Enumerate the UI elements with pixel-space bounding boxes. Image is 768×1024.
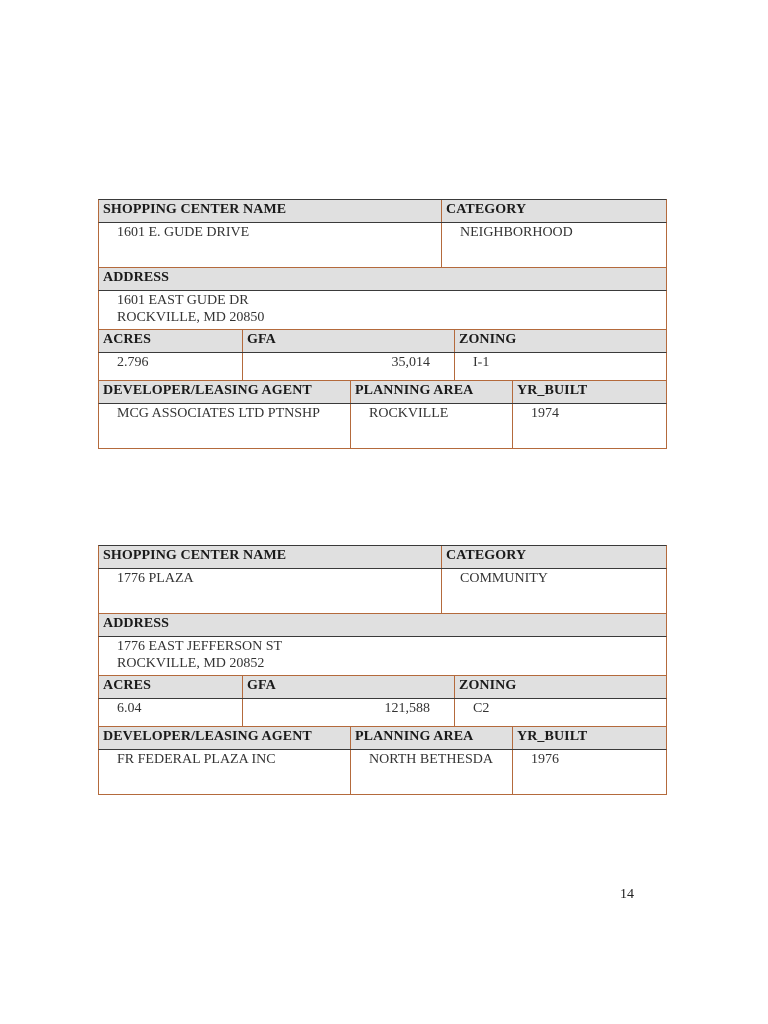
- gfa-value: 121,588: [242, 699, 454, 726]
- acres-label: ACRES: [99, 330, 242, 352]
- header-row-acres-gfa-zoning: [98, 330, 667, 353]
- header-row-address: [98, 268, 667, 291]
- value-row-name-category: [98, 223, 667, 268]
- value-row-address: [98, 291, 667, 330]
- value-row-acres-gfa-zoning: [98, 699, 667, 727]
- address-value: [99, 291, 666, 329]
- category-value: COMMUNITY: [441, 569, 666, 613]
- address-line-2: ROCKVILLE, MD 20852: [117, 656, 265, 671]
- value-row-developer: [98, 750, 667, 795]
- page-number: 14: [620, 887, 634, 902]
- planning-area-label: PLANNING AREA: [350, 381, 512, 403]
- planning-area-label: PLANNING AREA: [350, 727, 512, 749]
- address-label: ADDRESS: [99, 268, 666, 290]
- gfa-label: GFA: [242, 676, 454, 698]
- acres-label: ACRES: [99, 676, 242, 698]
- yr-built-label: YR_BUILT: [512, 727, 666, 749]
- value-row-developer: [98, 404, 667, 449]
- planning-area-value: NORTH BETHESDA: [350, 750, 512, 794]
- gfa-label: GFA: [242, 330, 454, 352]
- category-value: NEIGHBORHOOD: [441, 223, 666, 267]
- name-value: 1776 PLAZA: [117, 571, 194, 586]
- gfa-value: 35,014: [242, 353, 454, 380]
- shopping-center-record: [98, 199, 667, 449]
- header-row-developer: [98, 381, 667, 404]
- category-label: CATEGORY: [441, 546, 666, 568]
- name-value: 1601 E. GUDE DRIVE: [117, 225, 250, 240]
- address-line-1: 1776 EAST JEFFERSON ST: [117, 639, 283, 654]
- zoning-value: C2: [454, 699, 666, 726]
- developer-value: MCG ASSOCIATES LTD PTNSHP: [117, 406, 320, 421]
- header-row-name-category: [98, 199, 667, 223]
- zoning-value: I-1: [454, 353, 666, 380]
- value-row-acres-gfa-zoning: [98, 353, 667, 381]
- acres-value: 6.04: [117, 701, 142, 716]
- address-line-2: ROCKVILLE, MD 20850: [117, 310, 265, 325]
- header-row-developer: [98, 727, 667, 750]
- developer-value: FR FEDERAL PLAZA INC: [117, 752, 276, 767]
- yr-built-label: YR_BUILT: [512, 381, 666, 403]
- address-value: [99, 637, 666, 675]
- header-row-name-category: [98, 545, 667, 569]
- developer-label: DEVELOPER/LEASING AGENT: [99, 727, 350, 749]
- name-label: SHOPPING CENTER NAME: [99, 200, 441, 222]
- address-label: ADDRESS: [99, 614, 666, 636]
- shopping-center-record: [98, 545, 667, 795]
- address-line-1: 1601 EAST GUDE DR: [117, 293, 249, 308]
- value-row-address: [98, 637, 667, 676]
- category-label: CATEGORY: [441, 200, 666, 222]
- yr-built-value: 1974: [512, 404, 666, 448]
- yr-built-value: 1976: [512, 750, 666, 794]
- name-label: SHOPPING CENTER NAME: [99, 546, 441, 568]
- acres-value: 2.796: [117, 355, 149, 370]
- header-row-acres-gfa-zoning: [98, 676, 667, 699]
- header-row-address: [98, 614, 667, 637]
- developer-label: DEVELOPER/LEASING AGENT: [99, 381, 350, 403]
- zoning-label: ZONING: [454, 330, 666, 352]
- value-row-name-category: [98, 569, 667, 614]
- zoning-label: ZONING: [454, 676, 666, 698]
- planning-area-value: ROCKVILLE: [350, 404, 512, 448]
